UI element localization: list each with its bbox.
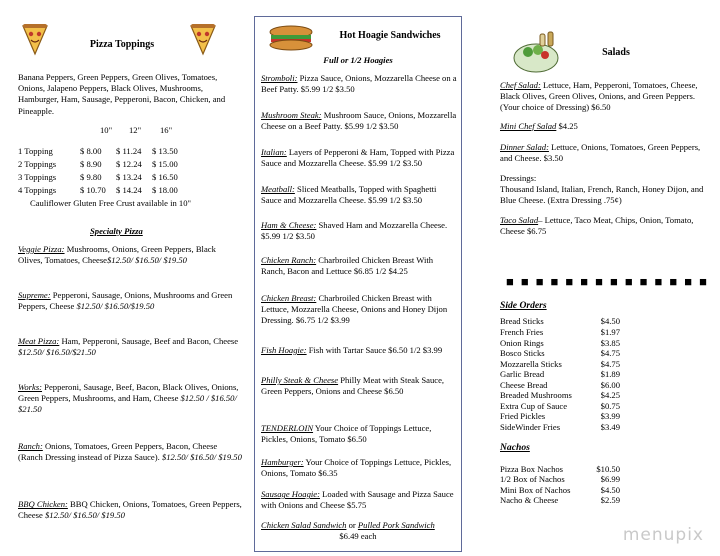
nacho-price: $2.59 xyxy=(600,495,620,505)
specialty-price: $12.50/ $16.50/ $19.50 xyxy=(106,255,187,266)
hoagie-name: Hamburger: xyxy=(261,457,304,467)
hoagie-item xyxy=(261,520,457,531)
hoagie-desc: Fish with Tartar Sauce $6.50 1/2 $3.99 xyxy=(306,345,443,355)
hoagie-desc: Charbroiled Chicken Breast With Ranch, Bacon and Lettuce $6.85 1/2 $4.25 xyxy=(261,255,434,277)
gluten-free-note: Cauliflower Gluten Free Crust available in 10" xyxy=(30,198,192,208)
nacho-price: $4.50 xyxy=(600,485,620,495)
side-name: Breaded Mushrooms xyxy=(500,390,572,400)
hoagie-item xyxy=(261,345,457,356)
specialty-desc: BBQ Chicken, Onions, Tomatoes, Green Peppers, Cheese xyxy=(18,499,242,521)
hoagie-item xyxy=(261,184,457,206)
hoagie-name: Stromboli: xyxy=(261,73,298,83)
side-name: Bosco Sticks xyxy=(500,348,545,358)
side-price: $3.99 xyxy=(600,411,620,421)
side-name: Cheese Bread xyxy=(500,380,548,390)
hoagie-name: Fish Hoagie: xyxy=(261,345,307,355)
specialty-name: Supreme: xyxy=(18,290,51,300)
specialty-desc: Pepperoni, Sausage, Beef, Bacon, Black Olives, Onions, Green Peppers, Mushrooms, and Ham, Cheese xyxy=(18,382,239,404)
side-name: SideWinder Fries xyxy=(500,422,561,432)
specialty-price: $12.50/ $16.50/ $19.50 xyxy=(44,510,125,521)
specialty-pizza-heading: Specialty Pizza xyxy=(90,226,143,236)
hoagie-column xyxy=(254,16,462,552)
hoagie-desc: Shaved Ham and Mozzarella Cheese. $5.99 1/2 $3.50 xyxy=(261,220,448,242)
specialty-item xyxy=(18,382,242,416)
side-price: $1.89 xyxy=(600,369,620,379)
side-name: Garlic Bread xyxy=(500,369,545,379)
specialty-desc: Mushrooms, Onions, Green Peppers, Black Olives, Tomatoes, Cheese xyxy=(18,244,216,266)
hoagie-name: Italian: xyxy=(261,147,287,157)
nacho-name: Pizza Box Nachos xyxy=(500,464,564,474)
side-price: $6.00 xyxy=(600,380,620,390)
nacho-name: Nacho & Cheese xyxy=(500,495,559,505)
price-12: $ 11.24 xyxy=(116,146,142,156)
divider-dots: ■■■■■■■■■■■■■■ xyxy=(506,274,714,289)
hoagie-desc: Sliced Meatballs, Topped with Spaghetti Sauce and Mozzarella Cheese. $5.99 1/2 $3.50 xyxy=(261,184,437,206)
hoagie-name: Chicken Breast: xyxy=(261,293,317,303)
side-name: Fried Pickles xyxy=(500,411,546,421)
hoagie-item xyxy=(261,147,457,169)
hoagie-item xyxy=(261,220,457,242)
price-16: $ 15.00 xyxy=(152,159,178,169)
side-name: Extra Cup of Sauce xyxy=(500,401,568,411)
pizza-column xyxy=(12,0,244,556)
specialty-price: $12.50/ $16.50/$19.50 xyxy=(76,301,155,312)
specialty-price: $12.50/ $16.50/$21.50 xyxy=(18,347,96,358)
hoagie-subheading: Full or 1/2 Hoagies xyxy=(323,55,393,65)
salads-sides-column xyxy=(496,0,714,556)
side-orders-heading: Side Orders xyxy=(500,300,547,311)
specialty-name: Meat Pizza: xyxy=(18,336,60,346)
price-row-label: 2 Toppings xyxy=(18,159,57,169)
hoagie-item xyxy=(261,255,457,277)
salad-item xyxy=(500,142,706,164)
hoagie-name: Chicken Salad Sandwich xyxy=(261,520,347,530)
salad-bowl-icon xyxy=(510,28,562,76)
side-price: $4.75 xyxy=(600,359,620,369)
hoagie-name: Pulled Pork Sandwich xyxy=(357,520,435,530)
specialty-item xyxy=(18,290,242,312)
salad-item xyxy=(500,215,706,237)
salad-item xyxy=(500,80,706,114)
hoagie-price: $6.49 each xyxy=(339,531,377,541)
specialty-desc: Pepperoni, Sausage, Onions, Mushrooms and Green Peppers, Cheese xyxy=(18,290,233,312)
salad-desc: $4.25 xyxy=(556,121,578,131)
nacho-name: 1/2 Box of Nachos xyxy=(500,474,565,484)
specialty-name: Works: xyxy=(18,382,43,392)
nacho-name: Mini Box of Nachos xyxy=(500,485,571,495)
hoagie-desc: Your Choice of Toppings Lettuce, Pickles, Onions, Tomato $6.35 xyxy=(261,457,452,479)
specialty-name: Veggie Pizza: xyxy=(18,244,65,254)
menupix-watermark: menupix xyxy=(622,524,704,545)
hoagie-desc: Mushroom Sauce, Onions, Mozzarella Cheese on a Beef Patty. $5.99 1/2 $3.50 xyxy=(261,110,457,132)
side-price: $1.97 xyxy=(600,327,620,337)
side-price: $3.85 xyxy=(600,338,620,348)
specialty-desc: Onions, Tomatoes, Green Peppers, Bacon, Cheese (Ranch Dressing instead of Pizza Sauce). xyxy=(18,441,218,463)
hoagie-desc: Your Choice of Toppings Lettuce, Pickles, Onions, Tomato $6.50 xyxy=(261,423,432,445)
price-16: $ 18.00 xyxy=(152,185,178,195)
specialty-item xyxy=(18,499,242,521)
toppings-list: Banana Peppers, Green Peppers, Green Olives, Tomatoes, Onions, Jalapeno Peppers, Black Olives, Mushrooms, Hamburger, Ham, Sausage, Pepperoni, Bacon, Chicken, and Pineapple. xyxy=(18,72,226,116)
pizza-slice-icon xyxy=(188,22,218,56)
salad-name: Chef Salad: xyxy=(500,80,541,90)
salad-name: Taco Salad xyxy=(500,215,539,225)
side-name: Bread Sticks xyxy=(500,316,544,326)
specialty-price: $12.50 / $16.50/ $21.50 xyxy=(18,393,237,415)
hoagie-name: Sausage Hoagie: xyxy=(261,489,320,499)
side-price: $4.75 xyxy=(600,348,620,358)
side-price: $4.25 xyxy=(600,390,620,400)
hoagie-item xyxy=(261,457,457,479)
price-10: $ 8.90 xyxy=(80,159,102,169)
side-price: $4.50 xyxy=(600,316,620,326)
nacho-price: $10.50 xyxy=(596,464,620,474)
hoagie-heading: Hot Hoagie Sandwiches xyxy=(339,30,441,41)
price-10: $ 9.80 xyxy=(80,172,102,182)
dressings xyxy=(500,173,706,207)
salad-name: Dinner Salad: xyxy=(500,142,549,152)
hoagie-desc: Charbroiled Chicken Breast with Lettuce, Mozzarella Cheese, Onions and Honey Dijon Dressing. $6.75 1/2 $3.99 xyxy=(261,293,448,326)
price-row-label: 4 Toppings xyxy=(18,185,57,195)
price-row-label: 1 Topping xyxy=(18,146,53,156)
hoagie-item xyxy=(261,73,457,95)
price-10: $ 10.70 xyxy=(80,185,106,195)
pizza-slice-icon xyxy=(20,22,50,56)
hoagie-name: Chicken Ranch: xyxy=(261,255,317,265)
specialty-name: Ranch: xyxy=(18,441,43,451)
hoagie-item xyxy=(261,489,457,511)
salad-desc: – Lettuce, Taco Meat, Chips, Onion, Tomato, Cheese $6.75 xyxy=(500,215,694,237)
side-name: French Fries xyxy=(500,327,544,337)
specialty-desc: Ham, Pepperoni, Sausage, Beef and Bacon, Cheese xyxy=(59,336,239,346)
hoagie-desc: Loaded with Sausage and Pizza Sauce with Onions and Cheese $5.75 xyxy=(261,489,454,511)
hoagie-item xyxy=(261,293,457,327)
size-16: 16" xyxy=(160,125,173,135)
size-10: 10" xyxy=(100,125,113,135)
price-10: $ 8.00 xyxy=(80,146,102,156)
hoagie-item xyxy=(261,375,457,397)
price-12: $ 12.24 xyxy=(116,159,142,169)
hoagie-name: Mushroom Steak: xyxy=(261,110,322,120)
dressings-list: Thousand Island, Italian, French, Ranch, Honey Dijon, and Blue Cheese. (Extra Dressing .75¢) xyxy=(500,184,704,206)
hoagie-desc: Pizza Sauce, Onions, Mozzarella Cheese on a Beef Patty. $5.99 1/2 $3.50 xyxy=(261,73,457,95)
hoagie-name: Ham & Cheese: xyxy=(261,220,317,230)
hoagie-item xyxy=(261,423,457,445)
hoagie-name: Meatball: xyxy=(261,184,295,194)
side-name: Mozzarella Sticks xyxy=(500,359,562,369)
hoagie-item xyxy=(261,110,457,132)
specialty-name: BBQ Chicken: xyxy=(18,499,68,509)
side-name: Onion Rings xyxy=(500,338,544,348)
nacho-price: $6.99 xyxy=(600,474,620,484)
hoagie-or: or xyxy=(346,520,358,530)
salad-desc: Lettuce, Ham, Pepperoni, Tomatoes, Cheese, Black Olives, Green Olives, Onions, and Green Peppers. (Your choice of Dressing) $6.50 xyxy=(500,80,698,113)
specialty-item xyxy=(18,441,242,463)
price-12: $ 14.24 xyxy=(116,185,142,195)
price-row-label: 3 Toppings xyxy=(18,172,57,182)
price-16: $ 16.50 xyxy=(152,172,178,182)
specialty-item xyxy=(18,336,242,358)
hoagie-name: TENDERLOIN xyxy=(261,423,314,433)
side-price: $0.75 xyxy=(600,401,620,411)
specialty-item xyxy=(18,244,242,266)
hoagie-desc: Philly Meat with Steak Sauce, Green Peppers, Onions and Cheese $6.50 xyxy=(261,375,445,397)
hoagie-desc: Layers of Pepperoni & Ham, Topped with Pizza Sauce and Mozzarella Cheese. $5.99 1/2 $3.50 xyxy=(261,147,455,169)
specialty-price: $12.50/ $16.50/ $19.50 xyxy=(161,452,242,463)
size-12: 12" xyxy=(129,125,142,135)
side-price: $3.49 xyxy=(600,422,620,432)
dressings-label: Dressings: xyxy=(500,173,537,183)
price-12: $ 13.24 xyxy=(116,172,142,182)
pizza-toppings-heading: Pizza Toppings xyxy=(89,39,155,50)
salad-name: Mini Chef Salad xyxy=(500,121,557,131)
salads-heading: Salads xyxy=(602,47,630,58)
hoagie-name: Philly Steak & Cheese xyxy=(261,375,339,385)
salad-item xyxy=(500,121,706,132)
price-16: $ 13.50 xyxy=(152,146,178,156)
salad-desc: Lettuce, Onions, Tomatoes, Green Peppers, and Cheese. $3.50 xyxy=(500,142,701,164)
hoagie-sandwich-icon xyxy=(267,25,315,51)
nachos-heading: Nachos xyxy=(500,442,530,453)
